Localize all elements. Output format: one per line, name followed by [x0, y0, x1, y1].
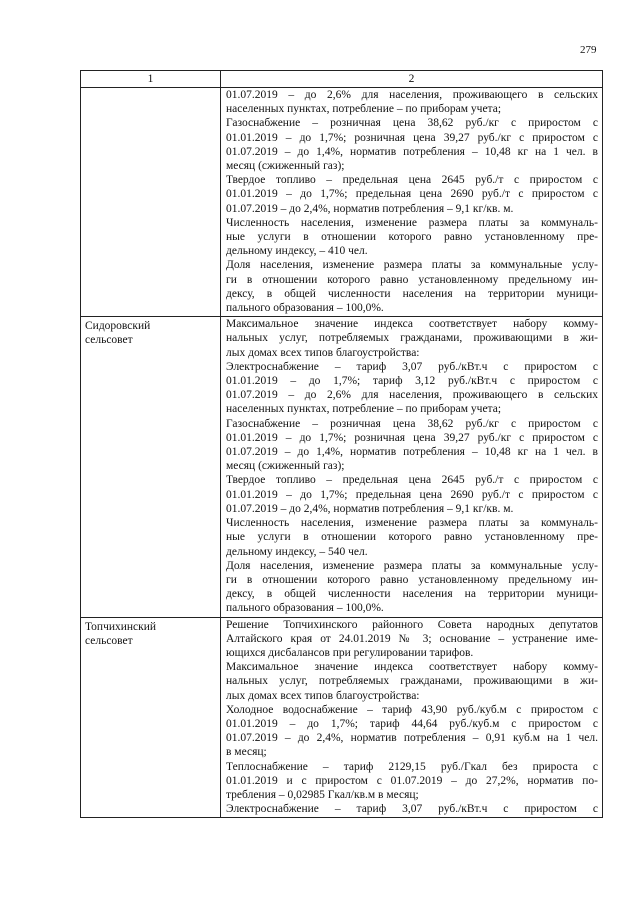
column-header-2: 2 — [221, 71, 603, 88]
text-line: ные услуги в отношении которого равно установленному пре- — [226, 531, 598, 544]
text-line: Доля населения, изменение размера платы за коммунальные услу- — [226, 259, 598, 272]
text-line: Твердое топливо – предельная цена 2645 руб./т с приростом с — [226, 174, 598, 187]
text-line: Алтайского края от 24.01.2019 № 3; основание – устранение име- — [226, 632, 598, 645]
text-line: Численность населения, изменение размера платы за коммуналь- — [226, 517, 598, 530]
municipality-name-cell — [81, 317, 221, 617]
description-paragraph — [226, 116, 598, 173]
table-header-row — [81, 71, 603, 88]
text-line: в месяц; — [226, 746, 267, 759]
text-line: ги в отношении которого равно установленному предельному ин- — [226, 573, 598, 586]
text-line: Доля населения, изменение размера платы за коммунальные услу- — [226, 559, 598, 572]
text-line: дельному индексу, – 410 чел. — [226, 245, 368, 258]
description-paragraph — [226, 660, 598, 703]
text-line: Численность населения, изменение размера платы за коммуналь- — [226, 216, 598, 229]
description-paragraph — [226, 216, 598, 259]
text-line: Твердое топливо – предельная цена 2645 руб./т с приростом с — [226, 474, 598, 487]
text-line: лых домах всех типов благоустройства: — [226, 689, 420, 702]
municipality-name-cell — [81, 617, 221, 818]
text-line: Электроснабжение – тариф 3,07 руб./кВт.ч с приростом с — [226, 803, 598, 816]
description-paragraph — [226, 703, 598, 760]
text-line: 01.01.2019 – до 1,7%; розничная цена 39,27 руб./кг с приростом с — [226, 131, 598, 144]
description-paragraph — [226, 88, 598, 116]
text-line: 01.07.2019 – до 1,4%, норматив потребления – 10,48 кг на 1 чел. в — [226, 446, 598, 459]
text-line: 01.07.2019 – до 2,6% для населения, проживающего в сельских — [226, 89, 598, 101]
text-line: нальных услуг, потребляемых гражданами, проживающими в жи- — [226, 675, 598, 688]
text-line: 01.07.2019 – до 2,6% для населения, проживающего в сельских — [226, 389, 598, 402]
description-cell — [221, 317, 603, 617]
text-line: 01.07.2019 – до 2,4%, норматив потребления – 9,1 кг/кв. м. — [226, 202, 514, 215]
description-paragraph — [226, 317, 598, 360]
text-line: пального образования – 100,0%. — [226, 602, 384, 615]
description-paragraph — [226, 173, 598, 216]
municipality-name-line: Сидоровский — [85, 320, 151, 333]
text-line: дельному индексу, – 540 чел. — [226, 545, 368, 558]
text-line: 01.01.2019 и с приростом с 01.07.2019 – до 27,2%, норматив по- — [226, 774, 598, 787]
text-line: Холодное водоснабжение – тариф 43,90 руб./куб.м с приростом с — [226, 703, 598, 716]
text-line: 01.07.2019 – до 1,4%, норматив потребления – 10,48 кг на 1 чел. в — [226, 145, 598, 158]
text-line: Максимальное значение индекса соответствует набору комму- — [226, 318, 598, 331]
description-paragraph — [226, 258, 598, 315]
table-row — [81, 317, 603, 617]
text-line: 01.01.2019 – до 1,7%; тариф 44,64 руб./куб.м с приростом с — [226, 717, 598, 730]
description-paragraph — [226, 473, 598, 516]
description-paragraph — [226, 559, 598, 616]
description-paragraph — [226, 760, 598, 803]
description-paragraph — [226, 360, 598, 417]
text-line: Теплоснабжение – тариф 2129,15 руб./Гкал без прироста с — [226, 760, 598, 773]
table-row — [81, 617, 603, 818]
column-header-1: 1 — [81, 71, 221, 88]
text-line: требления – 0,02985 Гкал/кв.м в месяц; — [226, 788, 419, 801]
description-paragraph — [226, 417, 598, 474]
text-line: 01.07.2019 – до 2,4%, норматив потребления – 9,1 кг/кв. м. — [226, 502, 514, 515]
text-line: населенных пунктах, потребление – по приборам учета; — [226, 403, 502, 416]
text-line: Газоснабжение – розничная цена 38,62 руб./кг с приростом с — [226, 117, 598, 130]
text-line: Электроснабжение – тариф 3,07 руб./кВт.ч с приростом с — [226, 360, 598, 373]
text-line: ные услуги в отношении которого равно установленному пре- — [226, 231, 598, 244]
text-line: лых домах всех типов благоустройства: — [226, 346, 420, 359]
text-line: дексу, в общей численности населения на территории муници- — [226, 287, 598, 300]
description-cell — [221, 617, 603, 818]
description-paragraph — [226, 516, 598, 559]
table-row — [81, 88, 603, 317]
tariff-table — [80, 70, 603, 818]
text-line: ги в отношении которого равно установленному предельному ин- — [226, 273, 598, 286]
text-line: 01.01.2019 – до 1,7%; предельная цена 2690 руб./т с приростом с — [226, 188, 598, 201]
description-paragraph — [226, 618, 598, 661]
text-line: нальных услуг, потребляемых гражданами, проживающими в жи- — [226, 332, 598, 345]
text-line: населенных пунктах, потребление – по приборам учета; — [226, 103, 502, 116]
description-paragraph — [226, 802, 598, 816]
municipality-name-cell — [81, 88, 221, 317]
text-line: месяц (сжиженный газ); — [226, 160, 345, 173]
text-line: 01.01.2019 – до 1,7%; предельная цена 2690 руб./т с приростом с — [226, 488, 598, 501]
municipality-name-line: сельсовет — [85, 634, 133, 647]
municipality-name-line: сельсовет — [85, 334, 133, 347]
description-cell — [221, 88, 603, 317]
text-line: Решение Топчихинского районного Совета народных депутатов — [226, 618, 598, 631]
text-line: дексу, в общей численности населения на территории муници- — [226, 588, 598, 601]
page-number: 279 — [580, 44, 597, 56]
text-line: 01.01.2019 – до 1,7%; розничная цена 39,27 руб./кг с приростом с — [226, 431, 598, 444]
text-line: пального образования – 100,0%. — [226, 302, 384, 315]
text-line: месяц (сжиженный газ); — [226, 460, 345, 473]
text-line: Газоснабжение – розничная цена 38,62 руб./кг с приростом с — [226, 417, 598, 430]
municipality-name-line: Топчихинский — [85, 620, 157, 633]
text-line: Максимальное значение индекса соответствует набору комму- — [226, 661, 598, 674]
text-line: ющихся дисбалансов при регулировании тарифов. — [226, 646, 474, 659]
text-line: 01.01.2019 – до 1,7%; тариф 3,12 руб./кВт.ч с приростом с — [226, 375, 598, 388]
text-line: 01.07.2019 – до 2,4%, норматив потребления – 0,91 куб.м на 1 чел. — [226, 732, 598, 745]
